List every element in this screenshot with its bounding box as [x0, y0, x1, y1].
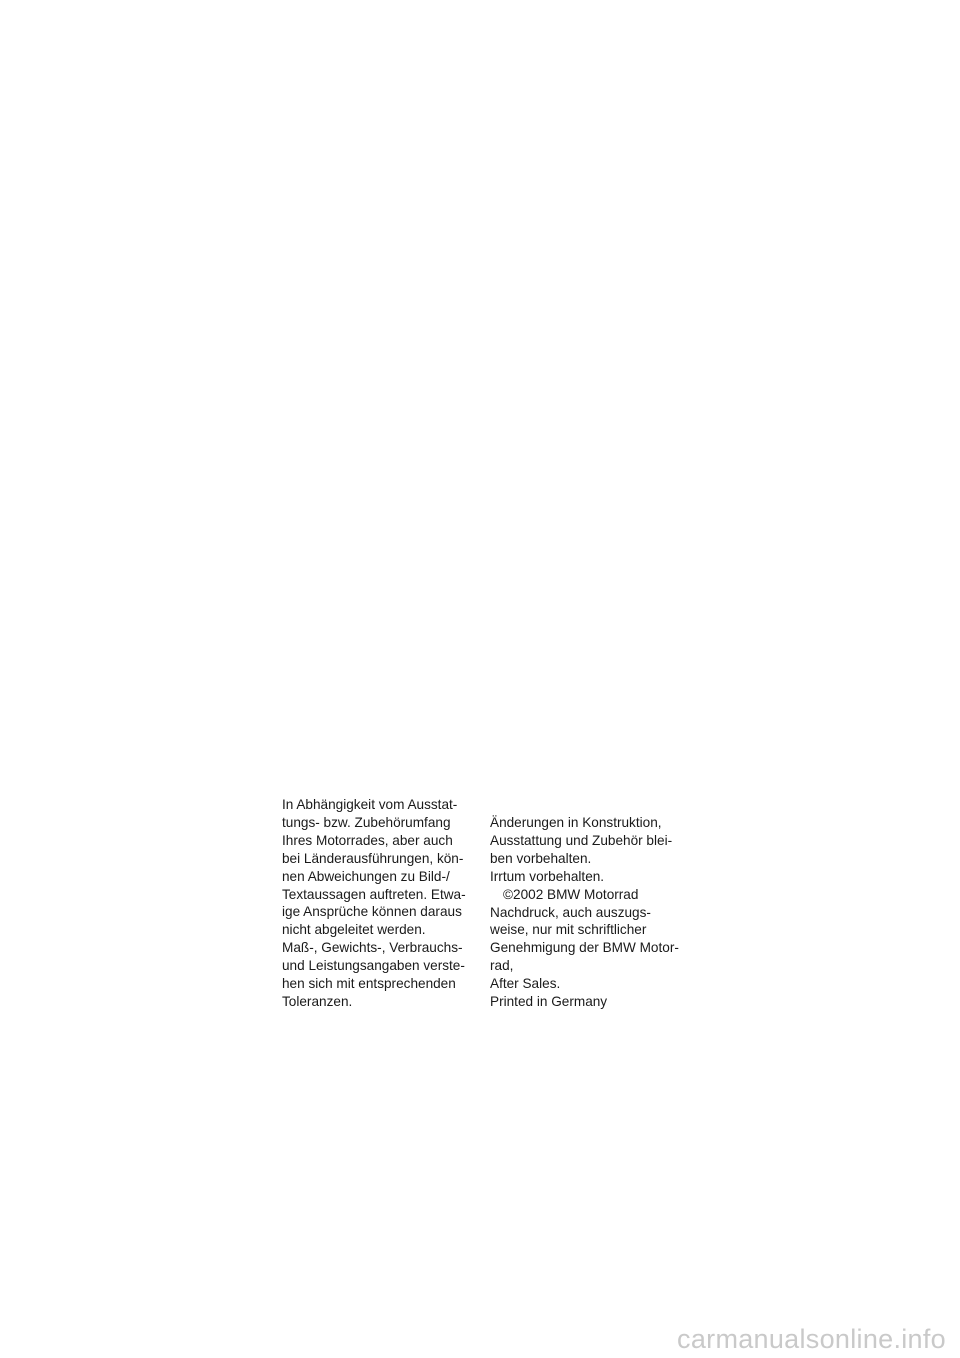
text-line: bei Länderausführungen, kön- — [282, 850, 464, 866]
text-line: Textaussagen auftreten. Etwa- — [282, 886, 466, 902]
text-line: Maß-, Gewichts-, Verbrauchs- — [282, 940, 463, 956]
disclaimer-text-left — [282, 796, 482, 1011]
copyright-text-right — [490, 814, 700, 1011]
text-line: weise, nur mit schriftlicher — [490, 922, 647, 938]
text-line: Nachdruck, auch auszugs- — [490, 904, 651, 920]
text-line: nicht abgeleitet werden. — [282, 922, 426, 938]
text-line: Ausstattung und Zubehör blei- — [490, 832, 673, 848]
text-line: After Sales. — [490, 976, 561, 992]
watermark-text: carmanualsonline.info — [677, 1324, 946, 1354]
text-line: Änderungen in Konstruktion, — [490, 815, 662, 830]
text-line: rad, — [490, 958, 514, 974]
text-line: ben vorbehalten. — [490, 850, 592, 866]
text-line: tungs- bzw. Zubehörumfang — [282, 814, 451, 830]
text-line: Ihres Motorrades, aber auch — [282, 832, 453, 848]
copyright-line: ©2002 BMW Motorrad — [503, 886, 639, 902]
text-line: In Abhängigkeit vom Ausstat- — [282, 797, 458, 812]
text-line: Toleranzen. — [282, 993, 353, 1009]
text-line: ige Ansprüche können daraus — [282, 904, 462, 920]
text-line: Irrtum vorbehalten. — [490, 868, 605, 884]
text-line: nen Abweichungen zu Bild-/ — [282, 868, 450, 884]
text-line: hen sich mit entsprechenden — [282, 976, 456, 992]
text-line: und Leistungsangaben verste- — [282, 958, 465, 974]
printed-in-line: Printed in Germany — [490, 994, 608, 1010]
text-line: Genehmigung der BMW Motor- — [490, 940, 679, 956]
